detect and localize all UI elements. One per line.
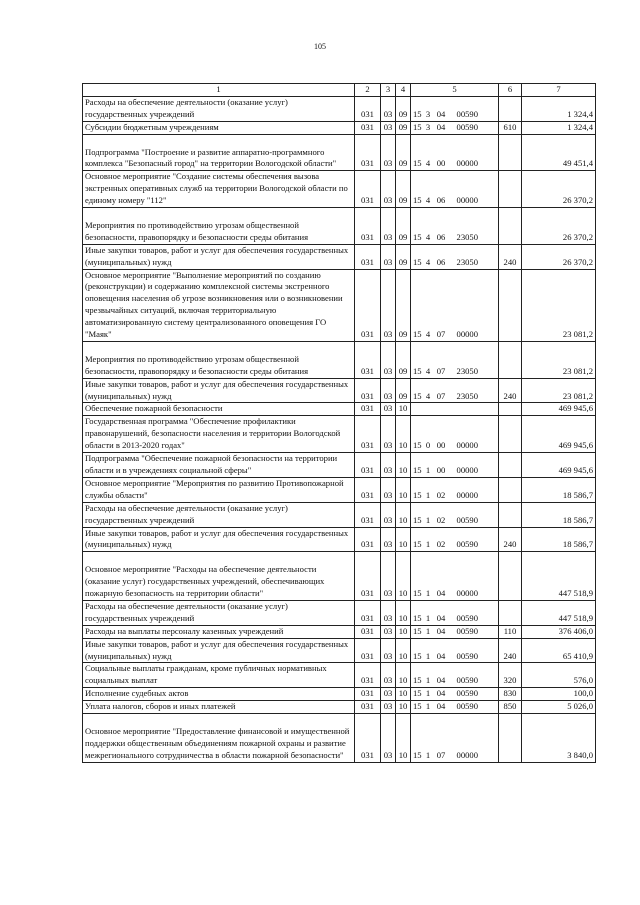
target-article-part-p2: 1 (425, 489, 431, 500)
col-target-article (411, 552, 499, 601)
target-article-part-p2: 1 (425, 539, 431, 550)
col-section-code: 03 (381, 378, 396, 403)
col-subsection-code: 10 (396, 477, 411, 502)
target-article-part-p3: 04 (436, 650, 446, 661)
col-admin-code: 031 (355, 453, 381, 478)
target-article-part-p4: 00000 (456, 489, 478, 500)
col-admin-code: 031 (355, 527, 381, 552)
target-article-part-p1: 15 (413, 329, 422, 340)
col-amount: 576,0 (522, 663, 596, 688)
col-target-article (411, 403, 499, 416)
col-subsection-code: 10 (396, 638, 411, 663)
target-article-part-p4: 00000 (456, 749, 478, 760)
target-article-part-p1: 15 (413, 539, 422, 550)
table-row (83, 341, 596, 378)
col-section-code: 03 (381, 502, 396, 527)
target-article-part-p1: 15 (413, 688, 422, 699)
row-name: Подпрограмма "Построение и развитие аппаратно-программного комплекса "Безопасный город" на территории Вологодской области" (83, 134, 355, 171)
target-article-part-p2: 1 (425, 701, 431, 712)
target-article-part-p4: 23050 (456, 231, 478, 242)
col-amount: 23 081,2 (522, 341, 596, 378)
table-row (83, 600, 596, 625)
col-amount: 26 370,2 (522, 208, 596, 245)
col-section-code: 03 (381, 688, 396, 701)
row-name: Иные закупки товаров, работ и услуг для обеспечения государственных (муниципальных) нужд (83, 244, 355, 269)
col-admin-code: 031 (355, 663, 381, 688)
col-expense-type (499, 552, 522, 601)
table-row (83, 477, 596, 502)
header-row (83, 84, 596, 97)
col-section-code: 03 (381, 663, 396, 688)
col-expense-type (499, 453, 522, 478)
row-name: Расходы на выплаты персоналу казенных учреждений (83, 625, 355, 638)
col-subsection-code: 10 (396, 663, 411, 688)
col-expense-type: 240 (499, 378, 522, 403)
target-article-part-p4: 00590 (456, 675, 478, 686)
target-article-part-p4: 00000 (456, 195, 478, 206)
col-target-article (411, 269, 499, 341)
header-col-4: 4 (396, 84, 411, 97)
target-article-part-p1: 15 (413, 390, 422, 401)
col-expense-type: 850 (499, 701, 522, 714)
table-row (83, 403, 596, 416)
table-row (83, 714, 596, 763)
col-target-article (411, 527, 499, 552)
table-row (83, 171, 596, 208)
col-admin-code: 031 (355, 477, 381, 502)
col-section-code: 03 (381, 403, 396, 416)
table-row (83, 453, 596, 478)
target-article-part-p4: 00590 (456, 514, 478, 525)
col-target-article (411, 714, 499, 763)
target-article-part-p4: 00000 (456, 158, 478, 169)
col-admin-code: 031 (355, 134, 381, 171)
col-expense-type (499, 96, 522, 121)
target-article-part-p4: 23050 (456, 256, 478, 267)
row-name: Обеспечение пожарной безопасности (83, 403, 355, 416)
col-admin-code: 031 (355, 638, 381, 663)
row-name: Мероприятия по противодействию угрозам общественной безопасности, правопорядку и безопасности среды обитания (83, 341, 355, 378)
target-article-part-p2: 3 (425, 121, 431, 132)
target-article-part-p2: 4 (425, 329, 431, 340)
col-amount: 5 026,0 (522, 701, 596, 714)
col-section-code: 03 (381, 244, 396, 269)
table-row (83, 502, 596, 527)
table-row (83, 96, 596, 121)
table-row (83, 638, 596, 663)
target-article-part-p4: 00590 (456, 688, 478, 699)
target-article-part-p3: 06 (436, 256, 446, 267)
target-article-part-p2: 1 (425, 675, 431, 686)
col-section-code: 03 (381, 453, 396, 478)
col-amount: 447 518,9 (522, 600, 596, 625)
col-admin-code: 031 (355, 625, 381, 638)
table-row (83, 208, 596, 245)
col-admin-code: 031 (355, 552, 381, 601)
table-row (83, 663, 596, 688)
row-name: Расходы на обеспечение деятельности (оказание услуг) государственных учреждений (83, 600, 355, 625)
col-expense-type (499, 134, 522, 171)
target-article-part-p3: 00 (436, 465, 446, 475)
col-target-article (411, 688, 499, 701)
target-article-part-p2: 1 (425, 650, 431, 661)
row-name: Расходы на обеспечение деятельности (оказание услуг) государственных учреждений (83, 96, 355, 121)
col-subsection-code: 10 (396, 552, 411, 601)
target-article-part-p1: 15 (413, 121, 422, 132)
target-article-part-p4: 00590 (456, 612, 478, 623)
col-section-code: 03 (381, 416, 396, 453)
col-target-article (411, 121, 499, 134)
table-row (83, 688, 596, 701)
target-article-part-p4: 00590 (456, 121, 478, 132)
table-row (83, 269, 596, 341)
col-expense-type: 610 (499, 121, 522, 134)
col-expense-type: 240 (499, 638, 522, 663)
row-name: Основное мероприятие "Мероприятия по развитию Противопожарной службы области" (83, 477, 355, 502)
col-amount: 1 324,4 (522, 96, 596, 121)
col-admin-code: 031 (355, 416, 381, 453)
col-expense-type (499, 714, 522, 763)
page-number: 105 (314, 42, 326, 51)
col-expense-type: 830 (499, 688, 522, 701)
col-admin-code: 031 (355, 269, 381, 341)
target-article-part-p3: 04 (436, 612, 446, 623)
target-article-part-p4: 00590 (456, 108, 478, 119)
table-row (83, 378, 596, 403)
target-article-part-p4: 00000 (456, 329, 478, 340)
col-target-article (411, 638, 499, 663)
row-name: Основное мероприятие "Предоставление финансовой и имущественной поддержки общественным объединениям пожарной охраны и развитие межрегионального сотрудничества в области пожарной безопасности" (83, 714, 355, 763)
col-section-code: 03 (381, 96, 396, 121)
col-subsection-code: 09 (396, 341, 411, 378)
target-article-part-p1: 15 (413, 231, 422, 242)
target-article-part-p3: 07 (436, 365, 446, 376)
col-target-article (411, 453, 499, 478)
target-article-part-p1: 15 (413, 701, 422, 712)
target-article-part-p3: 04 (436, 625, 446, 636)
target-article-part-p1: 15 (413, 650, 422, 661)
col-subsection-code: 10 (396, 701, 411, 714)
target-article-part-p2: 1 (425, 465, 431, 475)
col-target-article (411, 341, 499, 378)
col-amount: 65 410,9 (522, 638, 596, 663)
col-expense-type: 240 (499, 527, 522, 552)
target-article-part-p3: 00 (436, 440, 446, 451)
row-name: Субсидии бюджетным учреждениям (83, 121, 355, 134)
table-row (83, 552, 596, 601)
col-expense-type (499, 341, 522, 378)
col-amount: 469 945,6 (522, 403, 596, 416)
col-admin-code: 031 (355, 403, 381, 416)
col-expense-type: 320 (499, 663, 522, 688)
target-article-part-p2: 1 (425, 588, 431, 599)
target-article-part-p1: 15 (413, 675, 422, 686)
col-expense-type (499, 403, 522, 416)
target-article-part-p2: 4 (425, 158, 431, 169)
budget-table (82, 83, 596, 763)
row-name: Основное мероприятие "Выполнение мероприятий по созданию (реконструкции) и содержанию комплексной системы экстренного оповещения населения об угрозе возникновения или о возникновении чрезвычайных ситуаций, включая территориальную автоматизированную систему централизованного оповещения ГО "Маяк" (83, 269, 355, 341)
target-article-part-p2: 1 (425, 625, 431, 636)
table-row (83, 625, 596, 638)
col-amount: 376 406,0 (522, 625, 596, 638)
target-article-part-p2: 0 (425, 440, 431, 451)
col-subsection-code: 09 (396, 378, 411, 403)
col-section-code: 03 (381, 527, 396, 552)
target-article-part-p3: 02 (436, 514, 446, 525)
col-admin-code: 031 (355, 341, 381, 378)
target-article-part-p2: 1 (425, 688, 431, 699)
target-article-part-p3: 04 (436, 688, 446, 699)
col-amount: 469 945,6 (522, 416, 596, 453)
row-name: Исполнение судебных актов (83, 688, 355, 701)
row-name: Основное мероприятие "Создание системы обеспечения вызова экстренных оперативных служб на территории Вологодской области по единому номеру "112" (83, 171, 355, 208)
target-article-part-p2: 1 (425, 612, 431, 623)
target-article-part-p3: 04 (436, 121, 446, 132)
col-subsection-code: 10 (396, 416, 411, 453)
col-target-article (411, 477, 499, 502)
target-article-part-p2: 3 (425, 108, 431, 119)
target-article-part-p2: 4 (425, 390, 431, 401)
col-section-code: 03 (381, 638, 396, 663)
target-article-part-p1: 15 (413, 588, 422, 599)
col-amount: 26 370,2 (522, 244, 596, 269)
target-article-part-p2: 1 (425, 749, 431, 760)
col-target-article (411, 244, 499, 269)
col-subsection-code: 09 (396, 269, 411, 341)
target-article-part-p1: 15 (413, 256, 422, 267)
header-col-6: 6 (499, 84, 522, 97)
col-section-code: 03 (381, 171, 396, 208)
col-subsection-code: 10 (396, 453, 411, 478)
row-name: Иные закупки товаров, работ и услуг для обеспечения государственных (муниципальных) нужд (83, 378, 355, 403)
col-target-article (411, 600, 499, 625)
col-admin-code: 031 (355, 701, 381, 714)
col-target-article (411, 502, 499, 527)
col-subsection-code: 10 (396, 625, 411, 638)
target-article-part-p4: 00000 (456, 588, 478, 599)
col-expense-type: 110 (499, 625, 522, 638)
row-name: Государственная программа "Обеспечение профилактики правонарушений, безопасности населения и территории Вологодской области в 2013-2020 годах" (83, 416, 355, 453)
header-col-5: 5 (411, 84, 499, 97)
target-article-part-p3: 00 (436, 158, 446, 169)
col-subsection-code: 10 (396, 688, 411, 701)
col-target-article (411, 378, 499, 403)
target-article-part-p1: 15 (413, 749, 422, 760)
table-row (83, 244, 596, 269)
target-article-part-p4: 00590 (456, 701, 478, 712)
col-target-article (411, 663, 499, 688)
col-section-code: 03 (381, 341, 396, 378)
col-section-code: 03 (381, 701, 396, 714)
row-name: Мероприятия по противодействию угрозам общественной безопасности, правопорядку и безопасности среды обитания (83, 208, 355, 245)
col-admin-code: 031 (355, 502, 381, 527)
table-header (83, 84, 596, 97)
target-article-part-p4: 23050 (456, 365, 478, 376)
col-expense-type (499, 171, 522, 208)
col-admin-code: 031 (355, 121, 381, 134)
table-row (83, 416, 596, 453)
target-article-part-p3: 07 (436, 329, 446, 340)
col-expense-type: 240 (499, 244, 522, 269)
target-article-part-p3: 02 (436, 539, 446, 550)
col-target-article (411, 208, 499, 245)
target-article-part-p4: 23050 (456, 390, 478, 401)
row-name: Уплата налогов, сборов и иных платежей (83, 701, 355, 714)
target-article-part-p1: 15 (413, 489, 422, 500)
target-article-part-p1: 15 (413, 158, 422, 169)
target-article-part-p1: 15 (413, 514, 422, 525)
col-subsection-code: 10 (396, 527, 411, 552)
target-article-part-p4: 00000 (456, 465, 478, 475)
row-name: Основное мероприятие "Расходы на обеспечение деятельности (оказание услуг) государственных учреждений, обеспечивающих пожарную безопасность на территории области" (83, 552, 355, 601)
col-expense-type (499, 416, 522, 453)
col-admin-code: 031 (355, 714, 381, 763)
col-expense-type (499, 477, 522, 502)
target-article-part-p2: 4 (425, 195, 431, 206)
col-subsection-code: 10 (396, 714, 411, 763)
target-article-part-p1: 15 (413, 365, 422, 376)
col-target-article (411, 701, 499, 714)
table-row (83, 701, 596, 714)
col-target-article (411, 96, 499, 121)
target-article-part-p2: 4 (425, 365, 431, 376)
col-section-code: 03 (381, 714, 396, 763)
col-admin-code: 031 (355, 688, 381, 701)
target-article-part-p4: 00590 (456, 539, 478, 550)
target-article-part-p3: 04 (436, 675, 446, 686)
col-subsection-code: 10 (396, 600, 411, 625)
col-amount: 26 370,2 (522, 171, 596, 208)
row-name: Расходы на обеспечение деятельности (оказание услуг) государственных учреждений (83, 502, 355, 527)
target-article-part-p3: 07 (436, 749, 446, 760)
col-amount: 18 586,7 (522, 502, 596, 527)
target-article-part-p2: 1 (425, 514, 431, 525)
col-admin-code: 031 (355, 244, 381, 269)
target-article-part-p4: 00000 (456, 440, 478, 451)
col-admin-code: 031 (355, 208, 381, 245)
header-col-1: 1 (83, 84, 355, 97)
target-article-part-p1: 15 (413, 625, 422, 636)
col-subsection-code: 09 (396, 121, 411, 134)
table-body (83, 96, 596, 762)
col-section-code: 03 (381, 477, 396, 502)
col-subsection-code: 09 (396, 134, 411, 171)
table-row (83, 527, 596, 552)
col-section-code: 03 (381, 269, 396, 341)
col-expense-type (499, 269, 522, 341)
target-article-part-p3: 04 (436, 701, 446, 712)
target-article-part-p1: 15 (413, 108, 422, 119)
col-section-code: 03 (381, 552, 396, 601)
col-admin-code: 031 (355, 600, 381, 625)
target-article-part-p1: 15 (413, 440, 422, 451)
target-article-part-p3: 07 (436, 390, 446, 401)
header-col-2: 2 (355, 84, 381, 97)
col-subsection-code: 09 (396, 96, 411, 121)
col-subsection-code: 09 (396, 244, 411, 269)
col-amount: 23 081,2 (522, 269, 596, 341)
row-name: Социальные выплаты гражданам, кроме публичных нормативных социальных выплат (83, 663, 355, 688)
target-article-part-p3: 04 (436, 108, 446, 119)
col-expense-type (499, 600, 522, 625)
col-amount: 18 586,7 (522, 477, 596, 502)
col-admin-code: 031 (355, 171, 381, 208)
target-article-part-p4: 00590 (456, 650, 478, 661)
col-amount: 1 324,4 (522, 121, 596, 134)
target-article-part-p2: 4 (425, 256, 431, 267)
col-admin-code: 031 (355, 378, 381, 403)
table-row (83, 121, 596, 134)
row-name: Подпрограмма "Обеспечение пожарной безопасности на территории области и в учреждениях социальной сферы" (83, 453, 355, 478)
col-amount: 23 081,2 (522, 378, 596, 403)
table-row (83, 134, 596, 171)
col-section-code: 03 (381, 121, 396, 134)
col-section-code: 03 (381, 625, 396, 638)
col-subsection-code: 09 (396, 171, 411, 208)
col-target-article (411, 416, 499, 453)
col-target-article (411, 625, 499, 638)
col-amount: 469 945,6 (522, 453, 596, 478)
col-amount: 100,0 (522, 688, 596, 701)
header-col-3: 3 (381, 84, 396, 97)
target-article-part-p3: 06 (436, 231, 446, 242)
target-article-part-p3: 04 (436, 588, 446, 599)
col-amount: 18 586,7 (522, 527, 596, 552)
col-subsection-code: 10 (396, 502, 411, 527)
col-section-code: 03 (381, 208, 396, 245)
col-amount: 49 451,4 (522, 134, 596, 171)
col-section-code: 03 (381, 134, 396, 171)
col-target-article (411, 134, 499, 171)
target-article-part-p3: 06 (436, 195, 446, 206)
target-article-part-p1: 15 (413, 612, 422, 623)
col-section-code: 03 (381, 600, 396, 625)
header-col-7: 7 (522, 84, 596, 97)
row-name: Иные закупки товаров, работ и услуг для обеспечения государственных (муниципальных) нужд (83, 527, 355, 552)
target-article-part-p2: 4 (425, 231, 431, 242)
col-admin-code: 031 (355, 96, 381, 121)
col-expense-type (499, 502, 522, 527)
target-article-part-p3: 02 (436, 489, 446, 500)
target-article-part-p1: 15 (413, 465, 422, 475)
col-amount: 3 840,0 (522, 714, 596, 763)
target-article-part-p1: 15 (413, 195, 422, 206)
col-amount: 447 518,9 (522, 552, 596, 601)
col-target-article (411, 171, 499, 208)
target-article-part-p4: 00590 (456, 625, 478, 636)
row-name: Иные закупки товаров, работ и услуг для обеспечения государственных (муниципальных) нужд (83, 638, 355, 663)
col-expense-type (499, 208, 522, 245)
col-subsection-code: 10 (396, 403, 411, 416)
col-subsection-code: 09 (396, 208, 411, 245)
